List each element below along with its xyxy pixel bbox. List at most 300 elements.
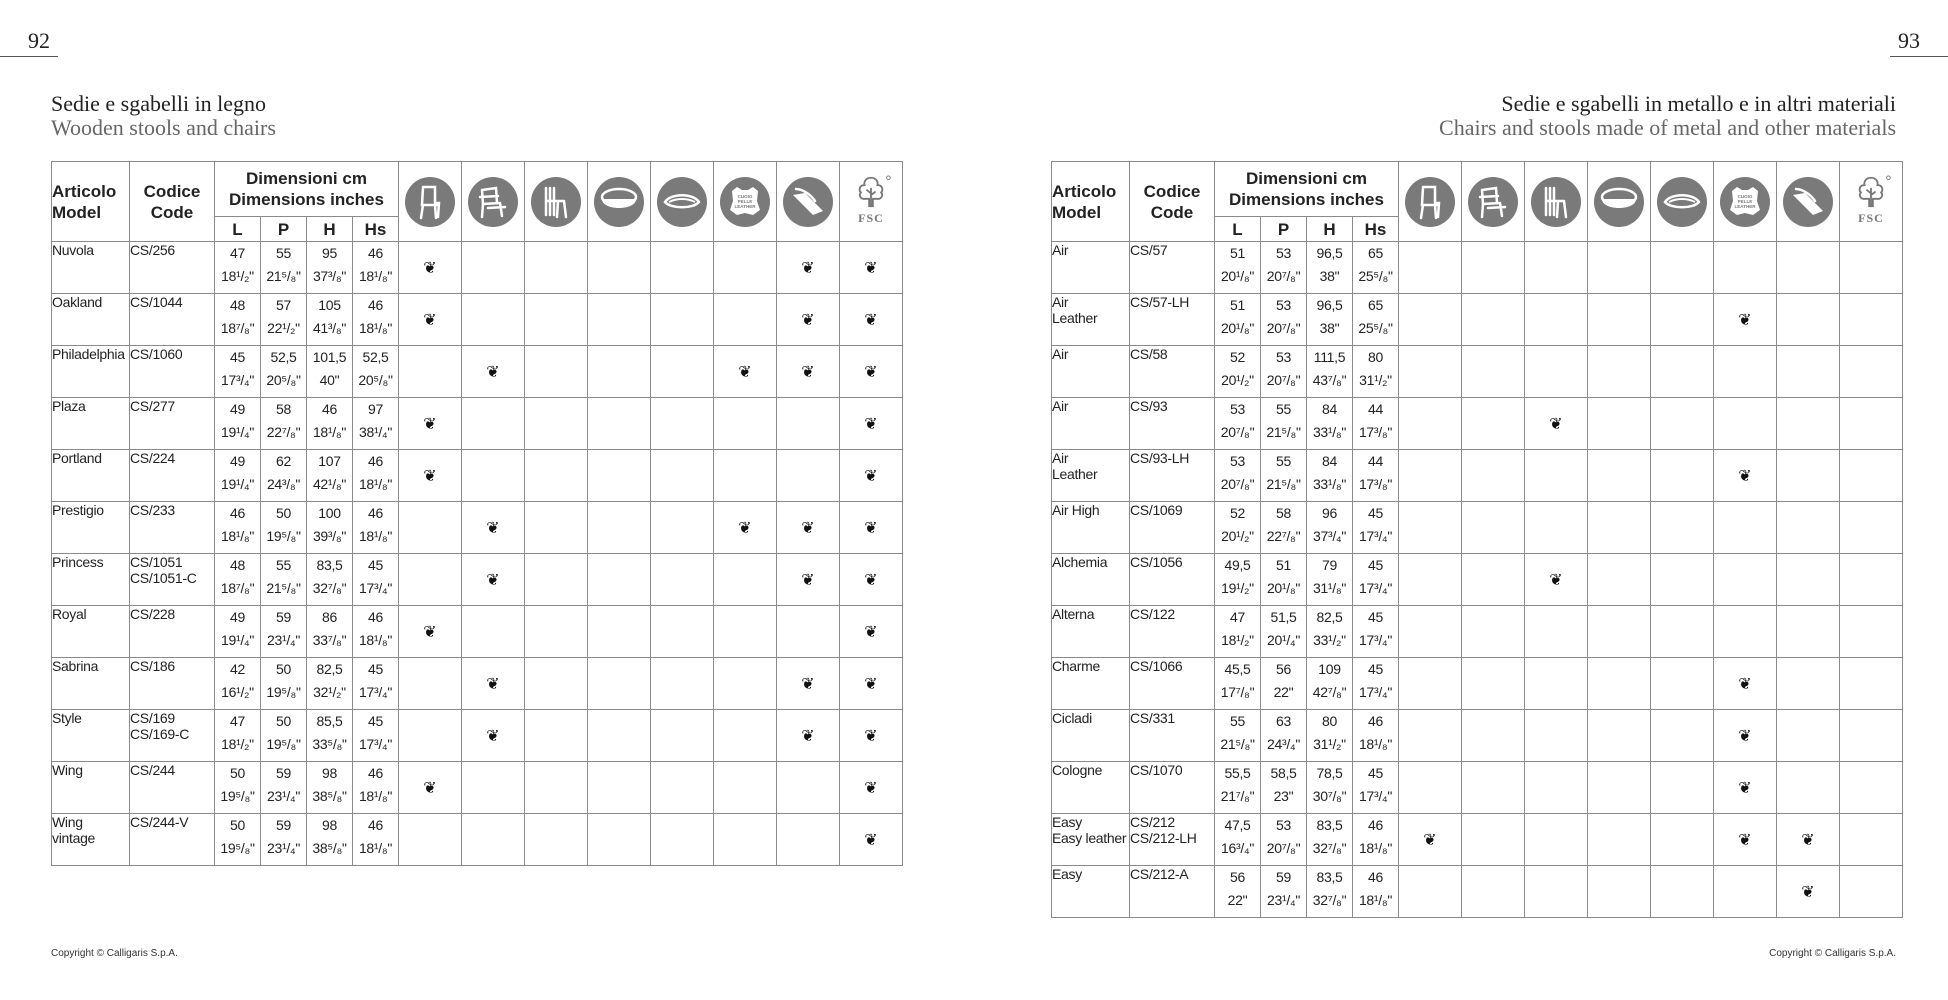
dimension-h <box>1307 866 1353 918</box>
table-row <box>1052 762 1903 814</box>
dimension-inches: 22" <box>1273 684 1294 700</box>
feature-cell <box>1840 710 1903 762</box>
dimension-cm: 56 <box>1230 869 1245 885</box>
dimension-l <box>1215 866 1261 918</box>
table-row <box>1052 502 1903 554</box>
dimensions-header: Dimensioni cm Dimensions inches <box>215 162 399 217</box>
feature-cell <box>777 242 840 294</box>
dimension-inches: 32¹/₂" <box>313 684 346 700</box>
table-row <box>1052 554 1903 606</box>
model-name: Air Leather <box>1052 294 1130 346</box>
feature-cell <box>1462 554 1525 606</box>
dimension-inches: 17³/₄" <box>1358 684 1392 700</box>
dimension-p <box>261 502 307 554</box>
dimension-cm: 96,5 <box>1316 245 1343 261</box>
icon-column-header <box>525 162 588 242</box>
copyright-left: Copyright © Calligaris S.p.A. <box>51 948 178 959</box>
dimension-hs <box>353 502 399 554</box>
dimension-p <box>1261 502 1307 554</box>
product-code: CS/93-LH <box>1130 450 1215 502</box>
feature-cell <box>1651 710 1714 762</box>
model-name: Plaza <box>52 398 130 450</box>
dimension-inches: 18¹/₈" <box>358 476 393 492</box>
product-code: CS/277 <box>130 398 215 450</box>
feature-cell <box>1777 554 1840 606</box>
dimension-h <box>1307 450 1353 502</box>
feature-cell <box>840 762 903 814</box>
dimension-inches: 24³/₈" <box>266 476 301 492</box>
dimension-inches: 42¹/₈" <box>312 476 347 492</box>
feature-cell <box>1462 346 1525 398</box>
feature-mark-icon: ❦ <box>738 519 752 537</box>
dimension-cm: 52,5 <box>362 349 389 365</box>
table-row <box>52 242 903 294</box>
feature-cell <box>1462 814 1525 866</box>
dimension-cm: 65 <box>1368 245 1383 261</box>
feature-cell <box>1777 294 1840 346</box>
product-code: CS/331 <box>1130 710 1215 762</box>
spec-table-right <box>1051 161 1903 918</box>
dimension-hs <box>1353 710 1399 762</box>
dimension-cm: 59 <box>276 817 291 833</box>
model-name: Wing vintage <box>52 814 130 866</box>
feature-cell <box>840 450 903 502</box>
table-row <box>52 606 903 658</box>
dimension-inches: 18¹/₈" <box>1358 892 1393 908</box>
dimension-l <box>1215 346 1261 398</box>
dimension-cm: 83,5 <box>316 557 343 573</box>
dimension-hs <box>1353 242 1399 294</box>
feature-cell <box>1777 346 1840 398</box>
icon-column-header <box>1777 162 1840 242</box>
dimension-cm: 78,5 <box>1316 765 1343 781</box>
table-row <box>52 398 903 450</box>
feature-mark-icon: ❦ <box>801 675 815 693</box>
feature-cell <box>840 294 903 346</box>
dimension-hs <box>1353 606 1399 658</box>
dimension-cm: 84 <box>1322 453 1337 469</box>
dimension-hs <box>353 606 399 658</box>
feature-cell <box>399 658 462 710</box>
dimension-h <box>307 502 353 554</box>
dimension-inches: 31¹/₈" <box>1312 580 1347 596</box>
dimension-cm: 44 <box>1368 401 1383 417</box>
icon-column-header <box>1462 162 1525 242</box>
icon-column-header <box>1588 162 1651 242</box>
leather-badge-icon <box>1720 177 1770 227</box>
dimension-cm: 86 <box>322 609 337 625</box>
feature-cell <box>1588 762 1651 814</box>
feature-cell <box>1525 554 1588 606</box>
feature-cell <box>1651 866 1714 918</box>
dimension-l <box>215 814 261 866</box>
table-row <box>1052 658 1903 710</box>
dimension-inches: 38⁵/₈" <box>312 840 347 856</box>
feature-cell <box>462 294 525 346</box>
dimension-p <box>1261 762 1307 814</box>
dimension-inches: 42⁷/₈" <box>1312 684 1347 700</box>
dimension-cm: 45 <box>1368 609 1383 625</box>
feature-mark-icon: ❦ <box>864 779 878 797</box>
icon-column-header <box>588 162 651 242</box>
dimension-cm: 51 <box>1230 245 1245 261</box>
table-row <box>1052 294 1903 346</box>
feature-cell <box>399 242 462 294</box>
feature-cell <box>1714 346 1777 398</box>
dimension-inches: 22⁷/₈" <box>1266 528 1301 544</box>
armchair-icon <box>1468 177 1518 227</box>
dimension-cm: 45 <box>1368 505 1383 521</box>
spec-table-left <box>51 161 903 866</box>
feature-mark-icon: ❦ <box>864 467 878 485</box>
dimension-cm: 55,5 <box>1224 765 1251 781</box>
feature-cell <box>399 606 462 658</box>
feature-cell <box>462 398 525 450</box>
dimension-inches: 23" <box>1273 788 1294 804</box>
dimension-h <box>307 294 353 346</box>
feature-cell <box>651 450 714 502</box>
dimension-l <box>1215 814 1261 866</box>
model-name: Sabrina <box>52 658 130 710</box>
dimension-inches: 25⁵/₈" <box>1358 268 1393 284</box>
feature-cell <box>1651 242 1714 294</box>
dimension-hs <box>1353 398 1399 450</box>
feature-cell <box>1777 710 1840 762</box>
dimensions-header: Dimensioni cm Dimensions inches <box>1215 162 1399 217</box>
dimension-l <box>215 502 261 554</box>
feature-cell <box>1462 866 1525 918</box>
hand-seat-icon <box>783 177 833 227</box>
dimension-inches: 17³/₄" <box>1358 632 1392 648</box>
table-row <box>52 554 903 606</box>
hand-seat-icon <box>1783 177 1833 227</box>
dimension-inches: 38" <box>1319 320 1340 336</box>
dimension-l <box>1215 658 1261 710</box>
feature-cell <box>1399 242 1462 294</box>
dimension-l <box>1215 554 1261 606</box>
feature-cell <box>1588 398 1651 450</box>
dimension-cm: 53 <box>1276 297 1291 313</box>
dimension-hs <box>1353 554 1399 606</box>
dimension-cm: 83,5 <box>1316 869 1343 885</box>
feature-mark-icon: ❦ <box>801 363 815 381</box>
feature-cell <box>1399 762 1462 814</box>
dimension-inches: 37³/₄" <box>1312 528 1346 544</box>
feature-cell <box>651 710 714 762</box>
feature-mark-icon: ❦ <box>864 623 878 641</box>
model-header: Articolo Model <box>52 162 130 242</box>
dimension-subheader: Hs <box>353 217 399 242</box>
dimension-hs <box>353 814 399 866</box>
feature-cell <box>1840 398 1903 450</box>
feature-mark-icon: ❦ <box>423 467 437 485</box>
model-name: Air <box>1052 346 1130 398</box>
dimension-inches: 20⁷/₈" <box>1220 424 1255 440</box>
dimension-cm: 53 <box>1276 245 1291 261</box>
svg-text:ROUND: ROUND <box>1606 211 1632 219</box>
feature-cell <box>1651 658 1714 710</box>
dimension-inches: 32⁷/₈" <box>1312 892 1347 908</box>
dimension-h <box>307 710 353 762</box>
dimension-cm: 100 <box>318 505 341 521</box>
dimension-cm: 52 <box>1230 505 1245 521</box>
dimension-cm: 46 <box>368 817 383 833</box>
feature-cell <box>1840 814 1903 866</box>
dimension-inches: 21⁵/₈" <box>266 268 301 284</box>
dimension-hs <box>353 554 399 606</box>
dimension-cm: 45 <box>368 661 383 677</box>
product-code: CS/228 <box>130 606 215 658</box>
feature-cell <box>1714 450 1777 502</box>
dimension-l <box>1215 294 1261 346</box>
dimension-cm: 46 <box>322 401 337 417</box>
feature-mark-icon: ❦ <box>1738 727 1752 745</box>
dimension-cm: 55 <box>1276 453 1291 469</box>
model-name: Charme <box>1052 658 1130 710</box>
dimension-cm: 111,5 <box>1313 349 1346 365</box>
feature-cell <box>588 450 651 502</box>
dimension-inches: 21⁵/₈" <box>266 580 301 596</box>
dimension-inches: 19⁵/₈" <box>266 736 301 752</box>
header-rule-left <box>0 56 58 57</box>
feature-cell <box>1525 866 1588 918</box>
page-number-left: 92 <box>28 28 50 53</box>
feature-cell <box>1588 346 1651 398</box>
icon-column-header <box>1525 162 1588 242</box>
product-code: CS/244 <box>130 762 215 814</box>
dimension-inches: 30⁷/₈" <box>1312 788 1347 804</box>
icon-column-header <box>1399 162 1462 242</box>
seat-cushion-icon <box>1657 177 1707 227</box>
dimension-cm: 55 <box>276 245 291 261</box>
dimension-inches: 18¹/₈" <box>1358 840 1393 856</box>
dimension-cm: 42 <box>230 661 245 677</box>
dimension-cm: 58,5 <box>1270 765 1297 781</box>
feature-cell <box>1525 242 1588 294</box>
dimension-inches: 17³/₄" <box>1358 788 1392 804</box>
feature-cell <box>1399 346 1462 398</box>
dimension-cm: 45,5 <box>1224 661 1251 677</box>
dimension-cm: 52,5 <box>270 349 297 365</box>
feature-cell <box>840 554 903 606</box>
dimension-cm: 46 <box>1368 817 1383 833</box>
product-code: CS/169 CS/169-C <box>130 710 215 762</box>
dimension-inches: 20¹/₄" <box>1266 632 1300 648</box>
dimension-inches: 17³/₄" <box>1358 528 1392 544</box>
feature-cell <box>777 814 840 866</box>
dimension-subheader: L <box>215 217 261 242</box>
dimension-h <box>307 814 353 866</box>
feature-cell <box>525 554 588 606</box>
feature-cell <box>1525 346 1588 398</box>
feature-mark-icon: ❦ <box>423 311 437 329</box>
table-header-row <box>1052 162 1903 217</box>
dimension-cm: 46 <box>368 765 383 781</box>
dimension-inches: 43⁷/₈" <box>1312 372 1347 388</box>
dimension-cm: 49 <box>230 609 245 625</box>
feature-cell <box>525 606 588 658</box>
icon-column-header <box>651 162 714 242</box>
feature-cell <box>1714 710 1777 762</box>
dimension-cm: 46 <box>1368 713 1383 729</box>
feature-cell <box>840 658 903 710</box>
feature-mark-icon: ❦ <box>864 571 878 589</box>
feature-cell <box>1525 658 1588 710</box>
svg-text:CUOIO: CUOIO <box>737 193 753 199</box>
feature-cell <box>777 554 840 606</box>
table-row <box>52 450 903 502</box>
dimension-hs <box>353 294 399 346</box>
dimension-cm: 59 <box>1276 869 1291 885</box>
icon-column-header <box>1714 162 1777 242</box>
feature-cell <box>1840 242 1903 294</box>
dimension-p <box>1261 658 1307 710</box>
feature-mark-icon: ❦ <box>423 623 437 641</box>
dimension-cm: 58 <box>276 401 291 417</box>
product-code: CS/1056 <box>1130 554 1215 606</box>
dimension-cm: 49,5 <box>1224 557 1251 573</box>
product-code: CS/186 <box>130 658 215 710</box>
product-code: CS/224 <box>130 450 215 502</box>
dimension-inches: 38⁵/₈" <box>312 788 347 804</box>
dimension-inches: 19⁵/₈" <box>266 684 301 700</box>
feature-mark-icon: ❦ <box>1738 467 1752 485</box>
dimension-inches: 24³/₄" <box>1266 736 1300 752</box>
dimension-inches: 19¹/₄" <box>220 632 254 648</box>
dimension-inches: 18¹/₈" <box>358 320 393 336</box>
feature-cell <box>1525 762 1588 814</box>
dimension-hs <box>353 242 399 294</box>
dimension-subheader: P <box>1261 217 1307 242</box>
feature-mark-icon: ❦ <box>486 363 500 381</box>
dimension-cm: 50 <box>276 661 291 677</box>
feature-cell <box>588 710 651 762</box>
dimension-inches: 37³/₈" <box>312 268 347 284</box>
feature-cell <box>1462 606 1525 658</box>
dimension-inches: 21⁷/₈" <box>1220 788 1255 804</box>
feature-cell <box>777 294 840 346</box>
dimension-p <box>1261 554 1307 606</box>
dimension-l <box>215 710 261 762</box>
feature-cell <box>525 710 588 762</box>
dimension-cm: 50 <box>230 765 245 781</box>
fsc-tree-icon: FSC <box>1845 175 1897 229</box>
dimension-p <box>1261 710 1307 762</box>
feature-cell <box>462 606 525 658</box>
dimension-inches: 33¹/₈" <box>1312 424 1347 440</box>
feature-cell <box>777 762 840 814</box>
dimension-cm: 109 <box>1318 661 1341 677</box>
dimension-inches: 18⁷/₈" <box>220 320 255 336</box>
feature-cell <box>1651 294 1714 346</box>
dimension-inches: 17³/₈" <box>1358 476 1393 492</box>
dimension-inches: 19¹/₄" <box>220 476 254 492</box>
feature-cell <box>1714 866 1777 918</box>
feature-cell <box>462 242 525 294</box>
model-name: Style <box>52 710 130 762</box>
dimension-cm: 55 <box>1276 401 1291 417</box>
feature-cell <box>1714 294 1777 346</box>
dimension-cm: 48 <box>230 557 245 573</box>
feature-mark-icon: ❦ <box>864 519 878 537</box>
model-name: Philadelphia <box>52 346 130 398</box>
dimension-inches: 33⁵/₈" <box>312 736 347 752</box>
feature-cell <box>1651 502 1714 554</box>
dimension-cm: 50 <box>230 817 245 833</box>
table-row <box>1052 814 1903 866</box>
feature-cell <box>1462 502 1525 554</box>
table-header-row <box>52 162 903 217</box>
dimension-inches: 18¹/₂" <box>221 736 254 752</box>
dimension-l <box>1215 450 1261 502</box>
dimension-cm: 45 <box>368 557 383 573</box>
dimension-hs <box>353 658 399 710</box>
feature-cell <box>1651 398 1714 450</box>
dimension-cm: 45 <box>1368 661 1383 677</box>
feature-cell <box>1462 294 1525 346</box>
stackable-chair-icon <box>1405 177 1455 227</box>
dimension-cm: 65 <box>1368 297 1383 313</box>
feature-cell <box>1462 658 1525 710</box>
product-code: CS/1070 <box>1130 762 1215 814</box>
dimension-inches: 18¹/₈" <box>1358 736 1393 752</box>
dimension-inches: 18¹/₂" <box>221 268 254 284</box>
seat-cushion-icon <box>657 177 707 227</box>
dimension-p <box>261 242 307 294</box>
feature-cell <box>1399 502 1462 554</box>
dimension-inches: 25⁵/₈" <box>1358 320 1393 336</box>
feature-cell <box>651 762 714 814</box>
dimension-cm: 59 <box>276 765 291 781</box>
dimension-p <box>1261 242 1307 294</box>
dimension-cm: 55 <box>1230 713 1245 729</box>
dimension-l <box>215 606 261 658</box>
table-row <box>1052 346 1903 398</box>
dimension-inches: 19¹/₂" <box>1221 580 1254 596</box>
feature-mark-icon: ❦ <box>738 363 752 381</box>
feature-cell <box>840 814 903 866</box>
model-name: Princess <box>52 554 130 606</box>
dimension-cm: 48 <box>230 297 245 313</box>
dimension-inches: 40" <box>319 372 340 388</box>
feature-cell <box>588 294 651 346</box>
table-row <box>52 710 903 762</box>
dimension-cm: 96,5 <box>1316 297 1343 313</box>
title-english-right: Chairs and stools made of metal and other materials <box>1439 115 1896 140</box>
icon-column-header <box>1840 162 1903 242</box>
dimension-inches: 22" <box>1227 892 1248 908</box>
dimension-cm: 98 <box>322 765 337 781</box>
dimension-hs <box>353 710 399 762</box>
dimension-h <box>1307 814 1353 866</box>
feature-cell <box>1525 398 1588 450</box>
feature-mark-icon: ❦ <box>864 415 878 433</box>
model-name: Easy <box>1052 866 1130 918</box>
feature-cell <box>714 762 777 814</box>
feature-cell <box>777 710 840 762</box>
feature-cell <box>1588 814 1651 866</box>
table-row <box>52 814 903 866</box>
product-code: CS/256 <box>130 242 215 294</box>
model-name: Nuvola <box>52 242 130 294</box>
feature-mark-icon: ❦ <box>1423 831 1437 849</box>
feature-cell <box>714 346 777 398</box>
dimension-cm: 45 <box>1368 765 1383 781</box>
feature-cell <box>588 554 651 606</box>
dimension-inches: 17³/₄" <box>220 372 254 388</box>
dimension-inches: 18¹/₈" <box>312 424 347 440</box>
dimension-inches: 21⁵/₈" <box>1266 424 1301 440</box>
